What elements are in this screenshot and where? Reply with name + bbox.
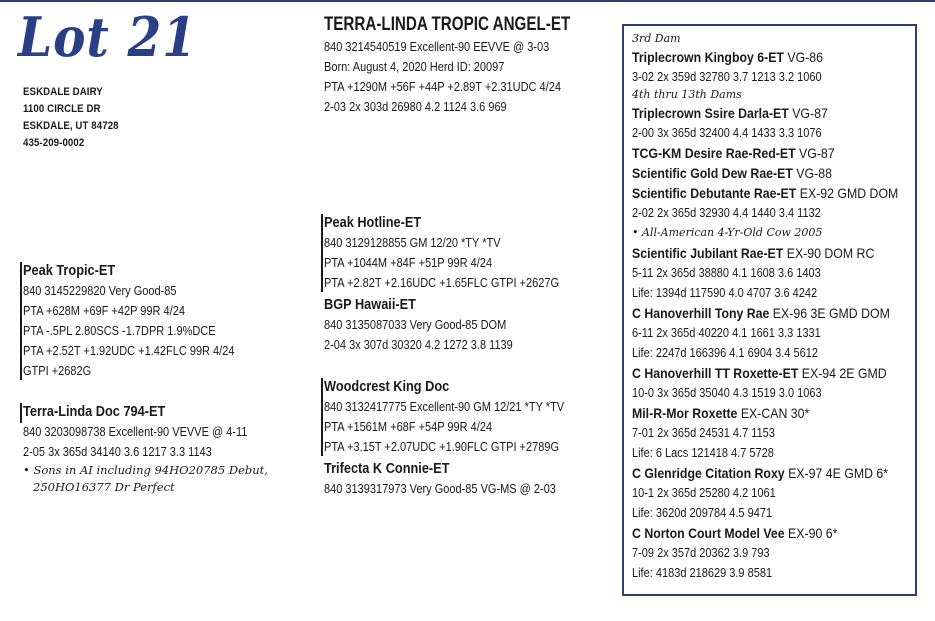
dam-entry-record: 10-1 2x 365d 25280 4.2 1061 <box>632 486 776 500</box>
dam-entry-class: VG-87 <box>788 105 828 121</box>
animal-born-line: Born: August 4, 2020 Herd ID: 20097 <box>324 60 505 74</box>
dam-entry-name: Scientific Debutante Rae-ET EX-92 GMD DOM <box>632 185 899 201</box>
sire-dam-name: BGP Hawaii-ET <box>324 297 416 313</box>
dam-sire-block <box>324 377 597 457</box>
sire-sire-line: PTA +1044M +84F +51P 99R 4/24 <box>324 256 493 270</box>
dam-note: 250HO16377 Dr Perfect <box>33 480 175 494</box>
dam-entry-lifetime: Life: 2247d 166396 4.1 6904 3.4 5612 <box>632 346 818 360</box>
sire-dam-block <box>324 295 539 355</box>
dam-dam-block <box>324 459 588 499</box>
sire-block <box>23 261 263 381</box>
dam-sire-line: PTA +3.15T +2.07UDC +1.90FLC GTPI +2789G <box>324 440 560 454</box>
sire-line: PTA -.5PL 2.80SCS -1.7DPR 1.9%DCE <box>23 324 216 338</box>
maternal-line-content <box>632 31 935 583</box>
consignor-phone: 435-209-0002 <box>23 137 85 149</box>
sire-bracket <box>20 262 22 380</box>
dam-entry-lifetime: Life: 4183d 218629 3.9 8581 <box>632 566 773 580</box>
third-dam-label: 3rd Dam <box>632 32 681 45</box>
sire-sire-name: Peak Hotline-ET <box>324 215 422 231</box>
sire-line: 840 3145229820 Very Good-85 <box>23 284 177 298</box>
dam-entry-class: EX-92 GMD DOM <box>796 185 899 201</box>
dam-entry-name: Mil-R-Mor Roxette EX-CAN 30* <box>632 405 810 421</box>
dam-block <box>23 402 278 496</box>
consignor-street: 1100 CIRCLE DR <box>23 103 101 115</box>
dam-entry-name: TCG-KM Desire Rae-Red-ET VG-87 <box>632 145 835 161</box>
dam-entry-record: 6-11 2x 365d 40220 4.1 1661 3.3 1331 <box>632 326 821 340</box>
dam-entry-record: 3-02 2x 359d 32780 3.7 1213 3.2 1060 <box>632 70 822 84</box>
dam-entry-lifetime: Life: 3620d 209784 4.5 9471 <box>632 506 773 520</box>
dam-sire-line: PTA +1561M +68F +54P 99R 4/24 <box>324 420 493 434</box>
dam-entry-record: 2-02 2x 365d 32930 4.4 1440 3.4 1132 <box>632 206 821 220</box>
sire-line: GTPI +2682G <box>23 364 92 378</box>
dam-entry-name: C Glenridge Citation Roxy EX-97 4E GMD 6* <box>632 465 889 481</box>
sire-dam-line: 2-04 3x 307d 30320 4.2 1272 3.8 1139 <box>324 338 513 352</box>
dam-entry-class: EX-90 DOM RC <box>783 245 875 261</box>
dam-entry-class: EX-94 2E GMD <box>798 365 887 381</box>
dam-entry-class: VG-88 <box>792 165 832 181</box>
dam-entry-name: C Hanoverhill Tony Rae EX-96 3E GMD DOM <box>632 305 890 321</box>
sire-sire-block <box>324 213 591 293</box>
dam-entry-name: Triplecrown Kingboy 6-ET VG-86 <box>632 49 824 65</box>
dam-dam-name: Trifecta K Connie-ET <box>324 461 450 477</box>
consignor-name: ESKDALE DAIRY <box>23 86 103 98</box>
lot-title: Lot 21 <box>18 5 198 69</box>
animal-block <box>324 13 632 117</box>
animal-id-line: 840 3214540519 Excellent-90 EEVVE @ 3-03 <box>324 40 550 54</box>
award-note: • All-American 4-Yr-Old Cow 2005 <box>632 226 823 239</box>
consignor-address <box>23 84 132 152</box>
sire-line: PTA +628M +69F +42P 99R 4/24 <box>23 304 185 318</box>
dam-entry-class: EX-CAN 30* <box>737 405 810 421</box>
dam-entry-class: EX-90 6* <box>784 525 838 541</box>
sire-sire-line: 840 3129128855 GM 12/20 *TY *TV <box>324 236 501 250</box>
dam-entry-class: VG-87 <box>795 145 835 161</box>
dam-entry-class: EX-96 3E GMD DOM <box>769 305 890 321</box>
animal-pta-line: PTA +1290M +56F +44P +2.89T +2.31UDC 4/24 <box>324 80 561 94</box>
animal-record-line: 2-03 2x 303d 26980 4.2 1124 3.6 969 <box>324 100 507 114</box>
consignor-city: ESKDALE, UT 84728 <box>23 120 119 132</box>
dam-sire-name: Woodcrest King Doc <box>324 379 450 395</box>
animal-name: TERRA-LINDA TROPIC ANGEL-ET <box>324 14 571 35</box>
dam-entry-name: Scientific Jubilant Rae-ET EX-90 DOM RC <box>632 245 875 261</box>
dam-entry-lifetime: Life: 1394d 117590 4.0 4707 3.6 4242 <box>632 286 818 300</box>
dam-entry-name: C Hanoverhill TT Roxette-ET EX-94 2E GMD <box>632 365 887 381</box>
dam-entry-record: 5-11 2x 365d 38880 4.1 1608 3.6 1403 <box>632 266 821 280</box>
dam-line: 840 3203098738 Excellent-90 VEVVE @ 4-11 <box>23 425 248 439</box>
dam-entry-class: VG-86 <box>783 49 824 65</box>
dam-line: 2-05 3x 365d 34140 3.6 1217 3.3 1143 <box>23 445 212 459</box>
dam-entry-name: C Norton Court Model Vee EX-90 6* <box>632 525 838 541</box>
dam-entry-record: 10-0 3x 365d 35040 4.3 1519 3.0 1063 <box>632 386 822 400</box>
dam-entry-record: 7-01 2x 365d 24531 4.7 1153 <box>632 426 775 440</box>
dam-name: Terra-Linda Doc 794-ET <box>23 404 166 420</box>
sire-dam-line: 840 3135087033 Very Good-85 DOM <box>324 318 507 332</box>
dam-bracket <box>20 403 22 423</box>
dam-note: • Sons in AI including 94HO20785 Debut, <box>23 463 268 477</box>
dam-entry-record: 2-00 3x 365d 32400 4.4 1433 3.3 1076 <box>632 126 822 140</box>
dam-entry-record: 7-09 2x 357d 20362 3.9 793 <box>632 546 770 560</box>
dam-entry-class: EX-97 4E GMD 6* <box>784 465 889 481</box>
range-dams-label: 4th thru 13th Dams <box>632 88 742 101</box>
dam-entry-name: Triplecrown Ssire Darla-ET VG-87 <box>632 105 828 121</box>
dam-entry-lifetime: Life: 6 Lacs 121418 4.7 5728 <box>632 446 774 460</box>
dam-entry-name: Scientific Gold Dew Rae-ET VG-88 <box>632 165 832 181</box>
sire-sire-bracket <box>321 214 323 292</box>
dam-sire-line: 840 3132417775 Excellent-90 GM 12/21 *TY *TV <box>324 400 565 414</box>
sire-name: Peak Tropic-ET <box>23 263 116 279</box>
dam-sire-bracket <box>321 378 323 456</box>
sire-sire-line: PTA +2.82T +2.16UDC +1.65FLC GTPI +2627G <box>324 276 560 290</box>
sire-line: PTA +2.52T +1.92UDC +1.42FLC 99R 4/24 <box>23 344 235 358</box>
dam-dam-line: 840 3139317973 Very Good-85 VG-MS @ 2-03 <box>324 482 556 496</box>
